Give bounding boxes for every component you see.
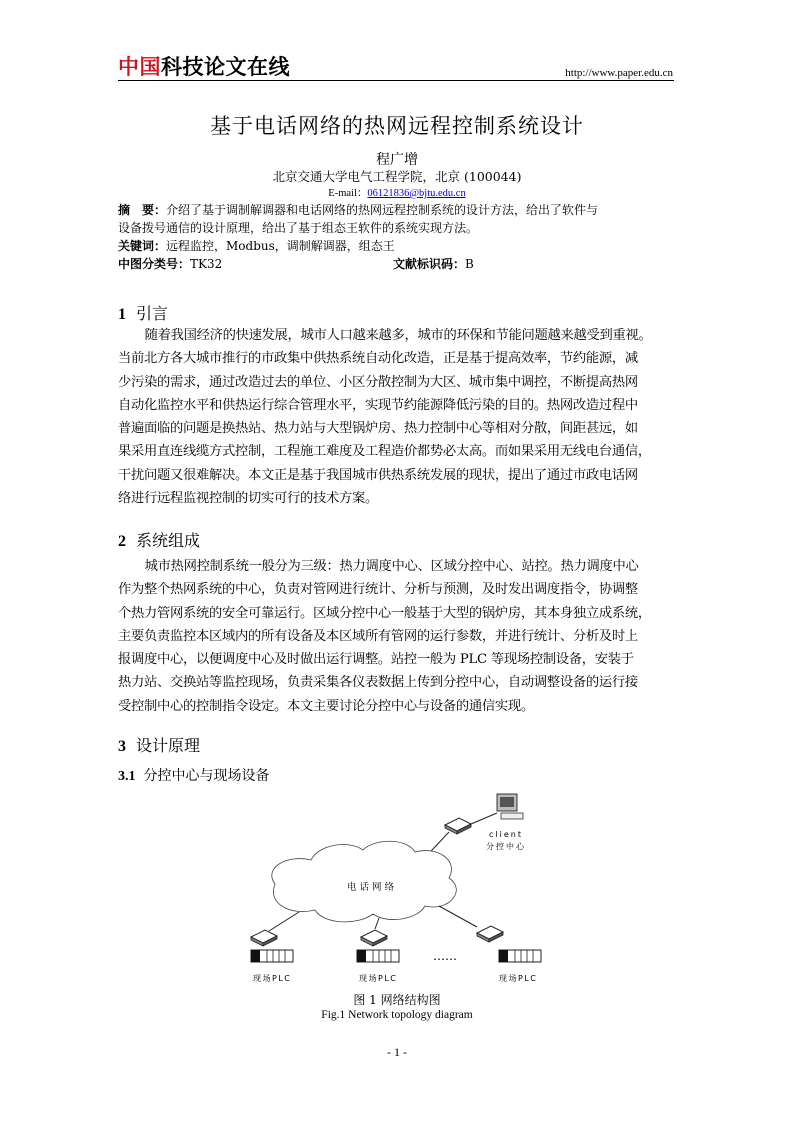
- abstract-line-1: 介绍了基于调制解调器和电话网络的热网远程控制系统的设计方法，给出了软件与: [166, 203, 599, 217]
- abstract: [118, 201, 674, 237]
- plc-device-icon: [357, 950, 399, 962]
- paragraph-line: 当前北方各大城市推行的市政集中供热系统自动化改造，正是基于提高效率，节约能源，减: [118, 351, 638, 367]
- section-2-paragraph: [118, 555, 674, 718]
- author-affiliation: 北京交通大学电气工程学院，北京 (100044): [272, 169, 522, 184]
- control-center-label: 分控中心: [486, 842, 526, 851]
- document-code: [393, 255, 474, 273]
- journal-url[interactable]: http://www.paper.edu.cn: [565, 67, 673, 79]
- section-title: 系统组成: [136, 531, 201, 550]
- field-link: [439, 906, 477, 927]
- section-1-paragraph: [118, 324, 674, 510]
- paragraph-line: 随着我国经济的快速发展，城市人口越来越多，城市的环保和节能问题越来越受到重视。: [144, 328, 652, 343]
- paper-title: 基于电话网络的热网远程控制系统设计: [210, 114, 584, 138]
- paragraph-line: 热力站、交换站等监控现场，负责采集各仪表数据上传到分控中心，自动调整设备的运行接: [118, 675, 638, 691]
- logo-black-text: 科技论文在线: [161, 55, 290, 79]
- abstract-label: 摘 要：: [118, 203, 167, 217]
- section-heading-2: [118, 528, 200, 551]
- subsection-heading: [118, 765, 270, 785]
- paragraph-line: 城市热网控制系统一般分为三级：热力调度中心、区域分控中心、站控。热力调度中心: [144, 559, 639, 574]
- section-title: 引言: [136, 304, 169, 323]
- email-label: E-mail：: [328, 188, 368, 199]
- field-modem-icon: [477, 926, 503, 942]
- subsection-title: 分控中心与现场设备: [143, 768, 270, 784]
- keywords-label: 关键词：: [118, 239, 167, 253]
- field-modem-icon: [361, 930, 387, 946]
- client-computer-icon: [493, 788, 523, 819]
- client-label: client: [489, 830, 523, 839]
- paragraph-line: 作为整个热网系统的中心，负责对管网进行统计、分析与预测，及时发出调度指令，协调整: [118, 582, 638, 598]
- paragraph-line: 果采用直连线缆方式控制，工程施工难度及工程造价都势必太高。而如果采用无线电台通信，: [118, 444, 651, 460]
- abstract-line-2: 设备拨号通信的设计原理，给出了基于组态王软件的系统实现方法。: [118, 221, 479, 235]
- network-label: 电话网络: [347, 882, 398, 893]
- document-code-label: 文献标识码：: [393, 257, 466, 271]
- ellipsis: ……: [433, 949, 457, 963]
- paragraph-line: 自动化监控水平和供热运行综合管理水平，实现节约能源降低污染的目的。热网改造过程中: [118, 397, 638, 413]
- section-heading-3: [118, 733, 200, 756]
- paragraph-line: 个热力管网系统的安全可靠运行。区域分控中心一般基于大型的锅炉房，其本身独立成系统，: [118, 605, 651, 621]
- section-number: 3: [118, 738, 126, 755]
- classification: [118, 255, 674, 273]
- paragraph-line: 少污染的需求，通过改造过去的单位、小区分散控制为大区、城市集中调控，不断提高热网: [118, 374, 638, 390]
- classification-label: 中图分类号：: [118, 257, 191, 271]
- header-divider: [118, 80, 674, 81]
- section-heading-1: [118, 301, 168, 324]
- paragraph-line: 受控制中心的控制指令设定。本文主要讨论分控中心与设备的通信实现。: [118, 698, 534, 714]
- client-modem-icon: [445, 818, 471, 834]
- figure-caption-english: Fig.1 Network topology diagram: [321, 1009, 473, 1021]
- plc-device-icon: [499, 950, 541, 962]
- field-modem-icon: [251, 930, 277, 946]
- classification-value: TK32: [190, 257, 223, 271]
- paragraph-line: 普遍面临的问题是换热站、热力站与大型锅炉房、热力控制中心等相对分散，间距甚远，如: [118, 421, 638, 437]
- figure-caption-chinese: 图 1 网络结构图: [353, 993, 441, 1007]
- journal-logo: [118, 51, 290, 81]
- paragraph-line: 报调度中心，以便调度中心及时做出运行调整。站控一般为 PLC 等现场控制设备，安装于: [118, 652, 634, 668]
- field-link: [375, 918, 379, 929]
- section-number: 1: [118, 306, 126, 323]
- author-name: 程广增: [376, 152, 418, 168]
- plc-label: 现场PLC: [253, 974, 292, 983]
- keywords: [118, 237, 674, 255]
- client-link: [471, 813, 497, 824]
- paragraph-line: 主要负责监控本区域内的所有设备及本区域所有管网的运行参数，并进行统计、分析及时上: [118, 628, 638, 644]
- field-link: [269, 912, 299, 931]
- paragraph-line: 络进行远程监视控制的切实可行的技术方案。: [118, 491, 378, 507]
- email-link[interactable]: 06121836@bjtu.edu.cn: [367, 188, 466, 199]
- section-number: 2: [118, 533, 126, 550]
- subsection-number: 3.1: [118, 769, 136, 784]
- plc-label: 现场PLC: [359, 974, 398, 983]
- paragraph-line: 干扰问题又很难解决。本文正是基于我国城市供热系统发展的现状，提出了通过市政电话网: [118, 467, 638, 483]
- keywords-text: 远程监控，Modbus，调制解调器，组态王: [166, 239, 395, 253]
- document-code-value: B: [465, 257, 474, 271]
- page-number: - 1 -: [387, 1045, 407, 1059]
- section-title: 设计原理: [136, 736, 201, 755]
- network-topology-figure: [245, 788, 565, 988]
- logo-red-text: 中国: [118, 55, 161, 79]
- plc-device-icon: [251, 950, 293, 962]
- author-email: [0, 185, 794, 200]
- plc-label: 现场PLC: [499, 974, 538, 983]
